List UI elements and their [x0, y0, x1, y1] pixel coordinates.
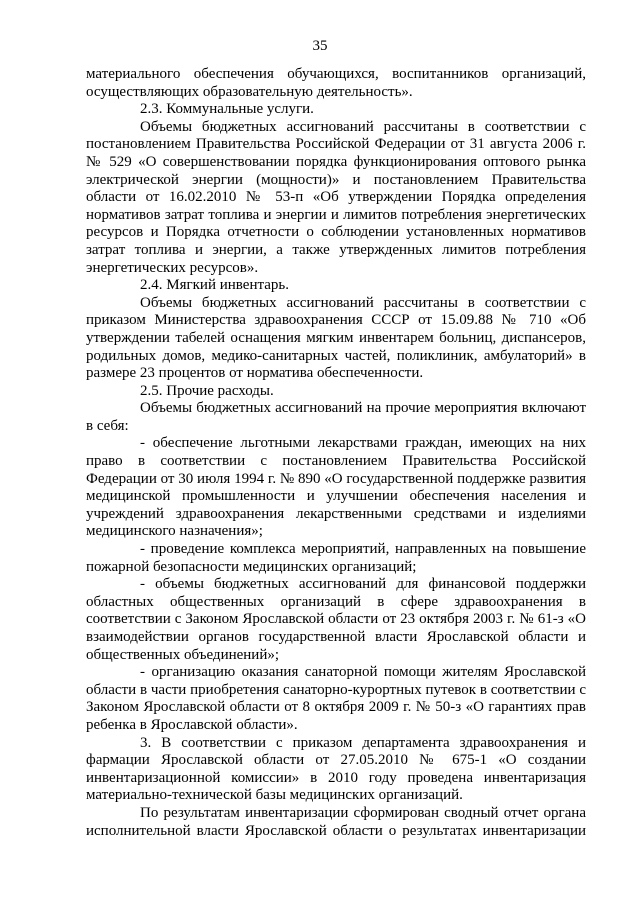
- paragraph-other-expenses-intro: Объемы бюджетных ассигнований на прочие мероприятия включают в себя:: [86, 400, 586, 434]
- page-number: 35: [312, 38, 328, 54]
- section-heading-soft-inventory: 2.4. Мягкий инвентарь.: [140, 277, 289, 294]
- section-heading-utilities: 2.3. Коммунальные услуги.: [140, 101, 314, 118]
- paragraph-utilities-basis: Объемы бюджетных ассигнований рассчитаны в соответствии с постановлением Правительства Российской Федерации от 31 августа 2006 г. № 529 «О совершенствовании порядка функционирования оптового рынка электрической энергии (мощности)» и постановлением Правительства области от 16.02.2010 № 53-п «Об утверждении Порядка определения нормативов затрат топлива и энергии и лимитов потребления энергетических ресурсов и Порядка отчетности о соблюдении установленных нормативов затрат топлива и энергии, а также утвержденных лимитов потребления энергетических ресурсов».: [86, 118, 586, 276]
- paragraph-soft-inventory-basis: Объемы бюджетных ассигнований рассчитаны в соответствии с приказом Министерства здравоохранения СССР от 15.09.88 № 710 «Об утверждении табелей оснащения мягким инвентарем больниц, диспансеров, родильных домов, медико-санитарных частей, поликлиник, амбулаторий» в размере 23 процентов от норматива обеспеченности.: [86, 294, 586, 382]
- section-heading-other-expenses: 2.5. Прочие расходы.: [140, 382, 274, 399]
- list-item-fire-safety: - проведение комплекса мероприятий, направленных на повышение пожарной безопасности медицинских организаций;: [86, 541, 586, 575]
- list-item-public-organizations: - объемы бюджетных ассигнований для финансовой поддержки областных общественных организаций в сфере здравоохранения в соответствии с Законом Ярославской области от 23 октября 2003 г. № 61-з «О взаимодействии органов государственной власти Ярославской области и общественных объединений»;: [86, 576, 586, 663]
- list-item-medicines: - обеспечение льготными лекарствами граждан, имеющих на них право в соответствии с постановлением Правительства Российской Федерации от 30 июля 1994 г. № 890 «О государственной поддержке развития медицинской промышленности и улучшении обеспечения населения и учреждений здравоохранения лекарственными средствами и изделиями медицинского назначения»;: [86, 435, 586, 540]
- document-body: [86, 66, 586, 840]
- paragraph-inventory-results: По результатам инвентаризации сформирован сводный отчет органа исполнительной власти Ярославской области о результатах инвентаризации: [86, 804, 586, 839]
- paragraph-inventory-order: 3. В соответствии с приказом департамента здравоохранения и фармации Ярославской области от 27.05.2010 № 675-1 «О создании инвентаризационной комиссии» в 2010 году проведена инвентаризация материально-технической базы медицинских организаций.: [86, 734, 586, 804]
- paragraph-continuation: материального обеспечения обучающихся, воспитанников организаций, осуществляющих образовательную деятельность».: [86, 66, 586, 100]
- list-item-sanatorium: - организацию оказания санаторной помощи жителям Ярославской области в части приобретения санаторно-курортных путевок в соответствии с Законом Ярославской области от 8 октября 2009 г. № 50-з «О гарантиях прав ребенка в Ярославской области».: [86, 664, 586, 733]
